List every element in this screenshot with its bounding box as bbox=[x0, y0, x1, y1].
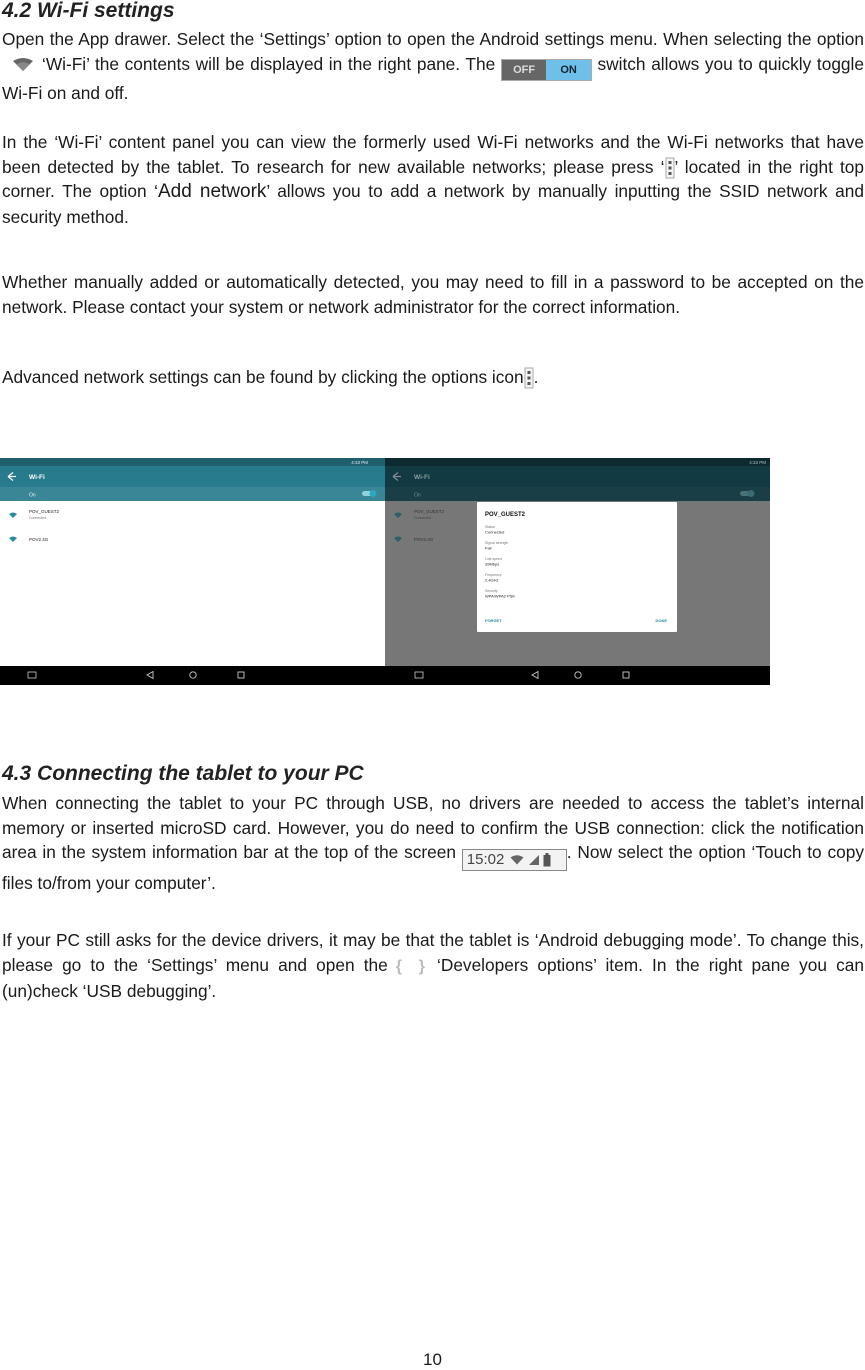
dialog-field-label: Status bbox=[485, 525, 495, 529]
dialog-field-value: 2.4GHz bbox=[485, 577, 499, 583]
network-details-dialog bbox=[477, 502, 677, 632]
page-number: 10 bbox=[423, 1350, 442, 1369]
network-status: Connected bbox=[29, 516, 46, 520]
section-title-pc: 4.3 Connecting the tablet to your PC bbox=[2, 762, 364, 785]
network-name[interactable]: POV_GUEST2 bbox=[29, 509, 60, 514]
wifi-screenshots bbox=[0, 458, 770, 685]
paragraph-wifi-intro: Open the App drawer. Select the ‘Settings’ option to open the Android settings menu. When selecting the option‘Wi-Fi’ the contents will be displayed in the right pane. The OFF ON switch allows you to quickly toggle Wi-Fi on and off. bbox=[2, 29, 864, 103]
dialog-field-label: Link speed bbox=[485, 557, 502, 561]
paragraph-wifi-panel: In the ‘Wi-Fi’ content panel you can view the formerly used Wi-Fi networks and the Wi-Fi networks that have been detected by the tablet. To research for new available networks; please press ‘ ’ located in the right top corner. The option ‘Add network’ allows you to add a network by manually inputting the SSID network and security method. bbox=[2, 132, 864, 227]
dialog-field-value: Connected bbox=[485, 529, 505, 535]
overflow-menu-icon bbox=[665, 157, 675, 179]
options-icon bbox=[524, 367, 534, 389]
dialog-field-value: WPA/WPA2 PSK bbox=[485, 593, 516, 599]
dialog-field-label: Frequency bbox=[485, 573, 502, 577]
dialog-field-value: 39Mbps bbox=[485, 561, 500, 567]
developer-options-icon: { } bbox=[395, 957, 429, 975]
signal-icon bbox=[528, 854, 540, 866]
network-name[interactable]: POV2.4G bbox=[414, 537, 434, 542]
forget-button[interactable]: FORGET bbox=[485, 618, 502, 623]
paragraph-advanced: Advanced network settings can be found by clicking the options icon . bbox=[2, 367, 539, 387]
paragraph-password: Whether manually added or automatically detected, you may need to fill in a password to be accepted on the network. Please contact your system or network administrator for the correct information. bbox=[2, 272, 864, 317]
paragraph-usb: When connecting the tablet to your PC through USB, no drivers are needed to access the tablet’s internal memory or inserted microSD card. However, you do need to confirm the USB connection: click the notification area in the system information bar at the top of the screen 15:02 . Now select the option ‘Touch to copy files to/from your computer’. bbox=[2, 793, 864, 894]
status-time: 4:33 PM bbox=[749, 460, 766, 465]
dialog-field-value: Fair bbox=[485, 545, 492, 551]
status-bar-icon: 15:02 bbox=[462, 849, 567, 871]
wifi-title: Wi-Fi bbox=[414, 474, 430, 481]
wifi-title: Wi-Fi bbox=[29, 474, 45, 481]
wifi-on-label: On bbox=[29, 492, 36, 499]
network-name[interactable]: POV_GUEST2 bbox=[414, 509, 445, 514]
network-name[interactable]: POV2.4G bbox=[29, 537, 49, 542]
screenshot-wifi-list bbox=[0, 458, 385, 685]
wifi-icon bbox=[12, 58, 34, 72]
dialog-field-label: Signal strength bbox=[485, 541, 509, 545]
done-button[interactable]: DONE bbox=[655, 618, 667, 623]
section-title-wifi: 4.2 Wi-Fi settings bbox=[2, 0, 175, 22]
dialog-field-label: Security bbox=[485, 589, 498, 593]
network-status: Connected bbox=[414, 516, 431, 520]
wifi-icon bbox=[510, 855, 524, 865]
screenshot-wifi-dialog bbox=[385, 458, 770, 685]
paragraph-debugging: If your PC still asks for the device drivers, it may be that the tablet is ‘Android debugging mode’. To change this, please go to the ‘Settings’ menu and open the { } ‘Developers options’ item. In the right pane you can (un)check ‘USB debugging’. bbox=[2, 930, 864, 1001]
toggle-switch-icon: OFF ON bbox=[501, 59, 592, 81]
wifi-on-label: On bbox=[414, 492, 421, 499]
battery-icon bbox=[543, 853, 551, 867]
dialog-title: POV_GUEST2 bbox=[485, 512, 526, 518]
status-time: 4:33 PM bbox=[351, 460, 368, 465]
